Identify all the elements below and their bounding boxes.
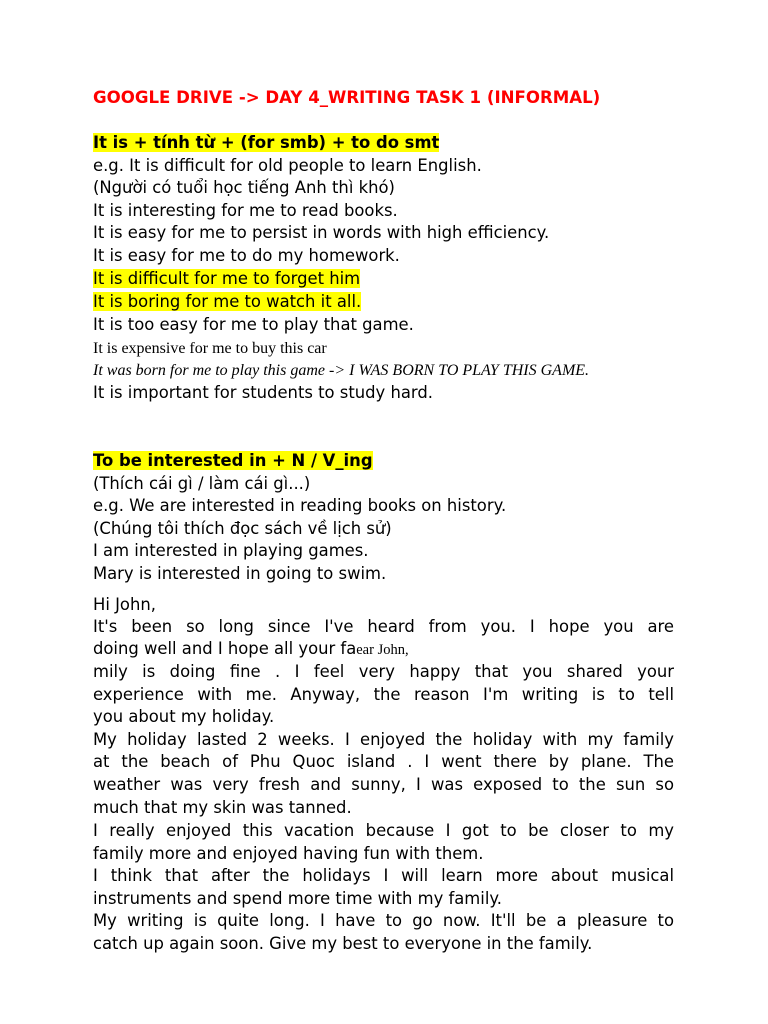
- section1-line: It was born for me to play this game -> I WAS BORN TO PLAY THIS GAME.: [93, 362, 590, 379]
- page-title: GOOGLE DRIVE -> DAY 4_WRITING TASK 1 (INFORMAL): [93, 88, 601, 107]
- letter-line: It's been so long since I've heard from you. I hope you are: [93, 617, 674, 636]
- section2-line: (Thích cái gì / làm cái gì...): [93, 474, 311, 493]
- letter-line: My holiday lasted 2 weeks. I enjoyed the holiday with my family: [93, 730, 674, 749]
- letter-line: I really enjoyed this vacation because I got to be closer to my: [93, 821, 674, 840]
- letter-line: mily is doing fine . I feel very happy that you shared your: [93, 662, 674, 681]
- letter-line: doing well and I hope all your faear John,: [93, 639, 409, 658]
- section1-line: (Người có tuổi học tiếng Anh thì khó): [93, 178, 395, 197]
- section1-line: e.g. It is difficult for old people to learn English.: [93, 156, 482, 175]
- letter-line: My writing is quite long. I have to go now. It'll be a pleasure to: [93, 911, 674, 930]
- section2-line: e.g. We are interested in reading books on history.: [93, 496, 507, 515]
- letter-line: much that my skin was tanned.: [93, 798, 352, 817]
- section1-heading: It is + tính từ + (for smb) + to do smt: [93, 133, 440, 152]
- letter-line: experience with me. Anyway, the reason I'm writing is to tell: [93, 685, 674, 704]
- letter-line: weather was very fresh and sunny, I was exposed to the sun so: [93, 775, 674, 794]
- letter-greeting: Hi John,: [93, 595, 156, 614]
- section1-line: It is expensive for me to buy this car: [93, 340, 327, 357]
- section1-line: It is important for students to study hard.: [93, 383, 433, 402]
- section2-line: Mary is interested in going to swim.: [93, 564, 387, 583]
- section1-line: It is too easy for me to play that game.: [93, 315, 414, 334]
- section2-line: (Chúng tôi thích đọc sách về lịch sử): [93, 519, 392, 538]
- letter-line: instruments and spend more time with my family.: [93, 889, 502, 908]
- section2-heading: To be interested in + N / V_ing: [93, 451, 373, 470]
- letter-line: I think that after the holidays I will learn more about musical: [93, 866, 674, 885]
- section1-line: It is easy for me to do my homework.: [93, 246, 400, 265]
- letter-line: family more and enjoyed having fun with them.: [93, 844, 484, 863]
- section1-line: It is easy for me to persist in words with high efficiency.: [93, 223, 550, 242]
- letter-line: at the beach of Phu Quoc island . I went there by plane. The: [93, 752, 674, 771]
- letter-line: catch up again soon. Give my best to everyone in the family.: [93, 934, 593, 953]
- section1-line-highlighted: It is boring for me to watch it all.: [93, 292, 362, 311]
- section1-line-highlighted: It is difficult for me to forget him: [93, 269, 361, 288]
- letter-line: you about my holiday.: [93, 707, 275, 726]
- section1-line: It is interesting for me to read books.: [93, 201, 398, 220]
- section2-line: I am interested in playing games.: [93, 541, 369, 560]
